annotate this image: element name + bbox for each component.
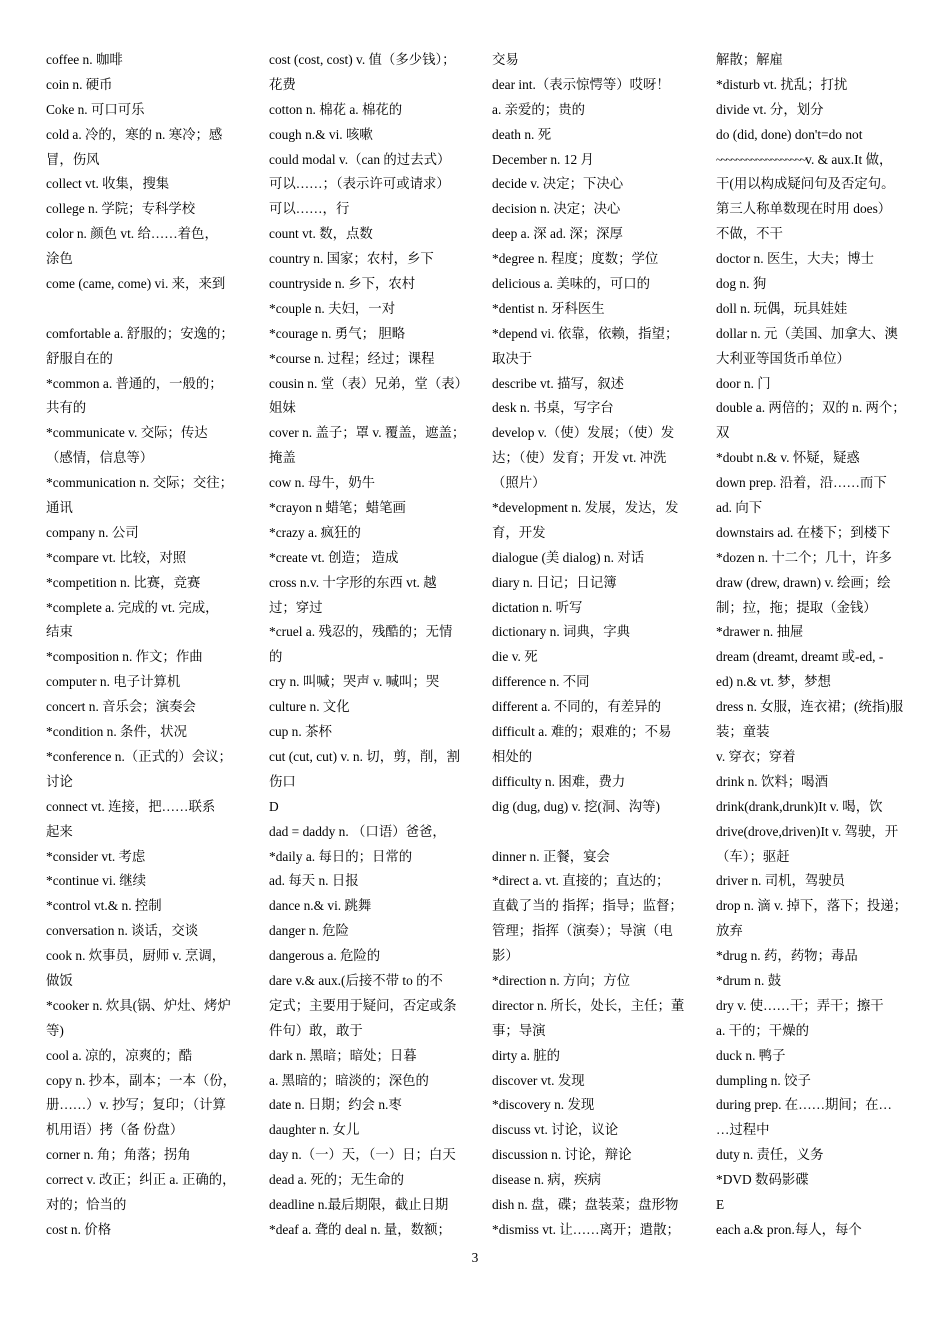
entry-line: country n. 国家；农村，乡下 [269,251,434,267]
entry-line: dare v.& aux.(后接不带 to 的不 [269,972,443,988]
entry-line: 通讯 [46,500,73,516]
entry-line: coin n. 硬币 [46,76,113,92]
entry-line: culture n. 文化 [269,699,350,715]
column-3 [492,48,685,1243]
entry-line: 舒服自在的 [46,350,113,366]
entry-line: （照片） [492,475,546,491]
entry-line: a. 黑暗的；暗淡的；深色的 [269,1072,429,1088]
entry-line: a. 亲爱的；贵的 [492,101,585,117]
entry-line: director n. 所长，处长，主任；董 [492,997,685,1013]
entry-line: 相处的 [492,748,533,764]
entry-line: during prep. 在……期间；在… [716,1097,892,1113]
entry-line: ad. 每天 n. 日报 [269,873,359,889]
entry-line: dangerous a. 危险的 [269,948,381,964]
entry-line: drive(drove,driven)It v. 驾驶，开 [716,823,899,839]
column-1 [46,48,236,1243]
entry-line: describe vt. 描写，叙述 [492,375,625,391]
entry-line: 起来 [46,823,73,839]
entry-line: 不做，不干 [716,226,783,242]
entry-line: doctor n. 医生，大夫；博士 [716,251,875,267]
entry-line: company n. 公司 [46,524,139,540]
entry-line: cost (cost, cost) v. 值（多少钱）； [269,52,456,67]
entry-line: comfortable a. 舒服的；安逸的； [46,325,234,341]
entry-line: difference n. 不同 [492,674,590,690]
entry-line: 掩盖 [269,450,296,466]
entry-line: *depend vi. 依靠，依赖，指望； [492,325,679,341]
entry-line: drink n. 饮料；喝酒 [716,773,828,789]
entry-line: 装；童装 [716,724,770,740]
entry-line: 册……）v. 抄写；复印；（计算 [46,1097,226,1113]
entry-line: *complete a. 完成的 vt. 完成， [46,599,219,615]
entry-line: double a. 两倍的；双的 n. 两个； [716,400,906,416]
entry-line: E [716,1196,725,1212]
entry-line: 制；拉，拖；提取（金钱） [716,599,877,615]
entry-line: downstairs ad. 在楼下；到楼下 [716,524,891,540]
entry-line: *DVD 数码影碟 [716,1172,809,1188]
entry-line: drink(drank,drunk)It v. 喝，饮 [716,798,883,814]
entry-line: *discovery n. 发现 [492,1097,595,1113]
entry-line: （车）；驱赶 [716,848,790,864]
entry-line: v. 穿衣；穿着 [716,748,796,764]
entry-line: deadline n.最后期限，截止日期 [269,1196,449,1212]
entry-line: cup n. 茶杯 [269,724,332,740]
entry-line: 育，开发 [492,524,546,540]
entry-line: 取决于 [492,350,533,366]
entry-line: discover vt. 发现 [492,1072,585,1088]
entry-line: different a. 不同的，有差异的 [492,699,661,715]
entry-line: cotton n. 棉花 a. 棉花的 [269,101,403,117]
entry-line: 讨论 [46,773,73,789]
entry-line: *competition n. 比赛，竞赛 [46,574,201,590]
entry-line: driver n. 司机，驾驶员 [716,873,846,889]
entry-line: cook n. 炊事员，厨师 v. 烹调， [46,948,226,964]
entry-line: *dozen n. 十二个；几十，许多 [716,549,892,565]
entry-line: decision n. 决定；决心 [492,201,621,217]
entry-line: *development n. 发展，发达，发 [492,500,679,516]
entry-line: *direct a. vt. 直接的；直达的； [492,873,670,889]
entry-line: *couple n. 夫妇，一对 [269,300,396,316]
entry-line: dialogue (美 dialog) n. 对话 [492,549,645,565]
entry-line: develop v.（使）发展；（使）发 [492,425,675,441]
entry-line: 定式；主要用于疑问，否定或条 [269,997,457,1013]
entry-line: could modal v.（can 的过去式） [269,151,451,167]
entry-line: *conference n.（正式的）会议； [46,748,232,764]
entry-line: 花费 [269,76,296,92]
entry-line: *cooker n. 炊具(锅、炉灶、烤炉 [46,997,231,1013]
entry-line: dumpling n. 饺子 [716,1072,811,1088]
entry-line: discussion n. 讨论，辩论 [492,1147,632,1163]
entry-line: 管理；指挥（演奏）；导演（电 [492,923,673,939]
entry-line: desk n. 书桌，写字台 [492,400,614,416]
entry-line: *dentist n. 牙科医生 [492,300,605,316]
entry-line: collect vt. 收集，搜集 [46,176,170,192]
entry-line: cut (cut, cut) v. n. 切，剪，削，割 [269,748,461,764]
entry-line: draw (drew, drawn) v. 绘画；绘 [716,574,891,590]
entry-line: count vt. 数，点数 [269,226,373,242]
entry-line: color n. 颜色 vt. 给……着色， [46,226,218,242]
entry-line: dinner n. 正餐，宴会 [492,848,610,864]
entry-line: cough n.& vi. 咳嗽 [269,126,373,142]
entry-line: cool a. 凉的，凉爽的；酷 [46,1047,193,1063]
entry-line: *course n. 过程；经过；课程 [269,350,435,366]
entry-line: *condition n. 条件，状况 [46,724,187,740]
entry-line: dry v. 使……干；弄干；擦干 [716,997,884,1013]
entry-line: copy n. 抄本，副本；一本（份， [46,1072,237,1088]
entry-line: *disturb vt. 扰乱；打扰 [716,76,848,92]
entry-line: 姐妹 [269,400,296,416]
entry-line: *doubt n.& v. 怀疑，疑惑 [716,450,860,466]
entry-line: dictation n. 听写 [492,599,583,615]
entry-line: connect vt. 连接，把……联系 [46,798,216,814]
entry-line: *drum n. 鼓 [716,972,782,988]
entry-line: *communicate v. 交际；传达 [46,425,208,441]
entry-line: 干(用以构成疑问句及否定句。 [716,176,895,192]
entry-line: dad = daddy n. （口语）爸爸， [269,823,446,839]
entry-line: duty n. 责任，义务 [716,1147,824,1163]
entry-line [46,297,236,322]
entry-line: dear int.（表示惊愕等）哎呀！ [492,76,670,92]
entry-line: *crazy a. 疯狂的 [269,524,361,540]
entry-line: daughter n. 女儿 [269,1122,360,1138]
entry-line: *continue vi. 继续 [46,873,147,889]
entry-line: 直截了当的 指挥；指导；监督； [492,898,683,914]
entry-line: dollar n. 元（美国、加拿大、澳 [716,325,898,341]
entry-line: 伤口 [269,773,296,789]
entry-line: dig (dug, dug) v. 挖(洞、沟等) [492,798,660,814]
entry-line: 共有的 [46,400,87,416]
entry-line: college n. 学院；专科学校 [46,201,196,217]
entry-line: ad. 向下 [716,500,763,516]
entry-line: a. 干的；干燥的 [716,1022,809,1038]
entry-line: 的 [269,649,283,665]
entry-line: 涂色 [46,251,73,267]
entry-line: December n. 12 月 [492,151,594,167]
entry-line: 做饭 [46,972,73,988]
entry-line: Coke n. 可口可乐 [46,101,145,117]
entry-line: cold a. 冷的，寒的 n. 寒冷；感 [46,126,223,142]
entry-line: dress n. 女服，连衣裙；(统指)服 [716,699,904,715]
entry-line: cost n. 价格 [46,1221,112,1237]
entry-line: *daily a. 每日的；日常的 [269,848,413,864]
entry-line: 事；导演 [492,1022,546,1038]
entry-line: 等) [46,1022,64,1038]
entry-line: drop n. 滴 v. 掉下，落下；投递； [716,898,908,914]
entry-line: （感情，信息等） [46,450,154,466]
entry-line: down prep. 沿着，沿……而下 [716,475,887,491]
entry-line: *direction n. 方向；方位 [492,972,630,988]
column-2 [269,48,468,1243]
entry-line: decide v. 决定；下决心 [492,176,624,192]
entry-line: 可以……，行 [269,201,350,217]
entry-line: …过程中 [716,1122,770,1138]
entry-line: date n. 日期；约会 n.枣 [269,1097,402,1113]
entry-line [492,820,682,845]
entry-line: *dismiss vt. 让……离开；遣散； [492,1221,680,1237]
entry-line: 过；穿过 [269,599,323,615]
entry-line: 放弃 [716,923,743,939]
entry-line: dead a. 死的；无生命的 [269,1172,404,1188]
entry-line: dictionary n. 词典，字典 [492,624,630,640]
entry-line: door n. 门 [716,375,771,391]
entry-line: 解散；解雇 [716,52,783,67]
entry-line: *drug n. 药，药物；毒品 [716,948,858,964]
entry-line: 冒，伤风 [46,151,100,167]
column-4 [716,48,906,1243]
entry-line: come (came, come) vi. 来，来到 [46,276,226,292]
entry-line: cousin n. 堂（表）兄弟，堂（表） [269,375,468,391]
entry-line: corner n. 角；角落；拐角 [46,1147,191,1163]
entry-line: danger n. 危险 [269,923,349,939]
entry-line: ed) n.& vt. 梦，梦想 [716,674,831,690]
entry-line: 双 [716,425,730,441]
entry-line: doll n. 玩偶，玩具娃娃 [716,300,848,316]
entry-line: cover n. 盖子；罩 v. 覆盖，遮盖； [269,425,466,441]
entry-line: do (did, done) don't=do not [716,126,863,142]
page-number: 3 [471,1250,479,1265]
entry-line: deep a. 深 ad. 深；深厚 [492,226,623,242]
entry-line: *cruel a. 残忍的，残酷的；无情 [269,624,453,640]
entry-line: 影） [492,948,519,964]
entry-line: *control vt.& n. 控制 [46,898,162,914]
entry-line: dance n.& vi. 跳舞 [269,898,372,914]
entry-line: diary n. 日记；日记簿 [492,574,617,590]
entry-line: difficult a. 难的；艰难的；不易 [492,724,672,740]
entry-line: D [269,798,279,814]
entry-line: divide vt. 分，划分 [716,101,824,117]
entry-line: 达；（使）发育；开发 vt. 冲洗 [492,450,667,466]
entry-line: coffee n. 咖啡 [46,52,123,67]
entry-line: day n.（一）天，（一）日；白天 [269,1147,456,1163]
entry-line: death n. 死 [492,126,552,142]
entry-line: dream (dreamt, dreamt 或-ed, - [716,649,884,665]
entry-line: *compare vt. 比较，对照 [46,549,187,565]
entry-line: 机用语）拷（备 份盘） [46,1122,184,1138]
entry-line: concert n. 音乐会；演奏会 [46,699,196,715]
entry-line: *courage n. 勇气； 胆略 [269,325,406,341]
entry-line: *communication n. 交际；交往； [46,475,234,491]
entry-line: *drawer n. 抽屉 [716,624,804,640]
entry-line: *common a. 普通的，一般的； [46,375,223,391]
entry-line: cow n. 母牛，奶牛 [269,475,376,491]
entry-line: *create vt. 创造； 造成 [269,549,399,565]
entry-line: 对的；恰当的 [46,1196,127,1212]
squiggle-mark: ~~~~~~~~~~~~~~~~~~ [716,154,806,167]
entry-line: 交易 [492,52,519,67]
entry-line: dog n. 狗 [716,276,767,292]
entry-line: 件句）敢，敢于 [269,1022,363,1038]
entry-line: *composition n. 作文；作曲 [46,649,203,665]
entry-line [716,148,906,173]
entry-line: each a.& pron.每人，每个 [716,1221,862,1237]
entry-line: 可以……；（表示许可或请求） [269,176,450,192]
entry-line: 大利亚等国货币单位） [716,350,850,366]
entry-line: *degree n. 程度；度数；学位 [492,251,659,267]
entry-line: duck n. 鸭子 [716,1047,786,1063]
entry-line: delicious a. 美味的，可口的 [492,276,651,292]
entry-line: dish n. 盘，碟；盘装菜；盘形物 [492,1196,679,1212]
entry-line: disease n. 病，疾病 [492,1172,601,1188]
entry-line: *deaf a. 聋的 deal n. 量，数额； [269,1221,451,1237]
entry-line: 第三人称单数现在时用 does） [716,201,892,217]
entry-line: dirty a. 脏的 [492,1047,561,1063]
entry-line: cross n.v. 十字形的东西 vt. 越 [269,574,437,590]
entry-line: cry n. 叫喊；哭声 v. 喊叫；哭 [269,674,440,690]
entry-line: conversation n. 谈话，交谈 [46,923,199,939]
entry-line: *consider vt. 考虑 [46,848,146,864]
entry-line: 结束 [46,624,73,640]
entry-line: computer n. 电子计算机 [46,674,181,690]
entry-line: discuss vt. 讨论，议论 [492,1122,619,1138]
entry-line: difficulty n. 困难，费力 [492,773,626,789]
entry-line: *crayon n 蜡笔；蜡笔画 [269,500,406,516]
entry-line: correct v. 改正；纠正 a. 正确的， [46,1172,236,1188]
entry-line: dark n. 黑暗；暗处；日暮 [269,1047,417,1063]
entry-text: v. & aux.It 做， [805,151,893,167]
entry-line: die v. 死 [492,649,538,665]
entry-line: countryside n. 乡下，农村 [269,276,416,292]
